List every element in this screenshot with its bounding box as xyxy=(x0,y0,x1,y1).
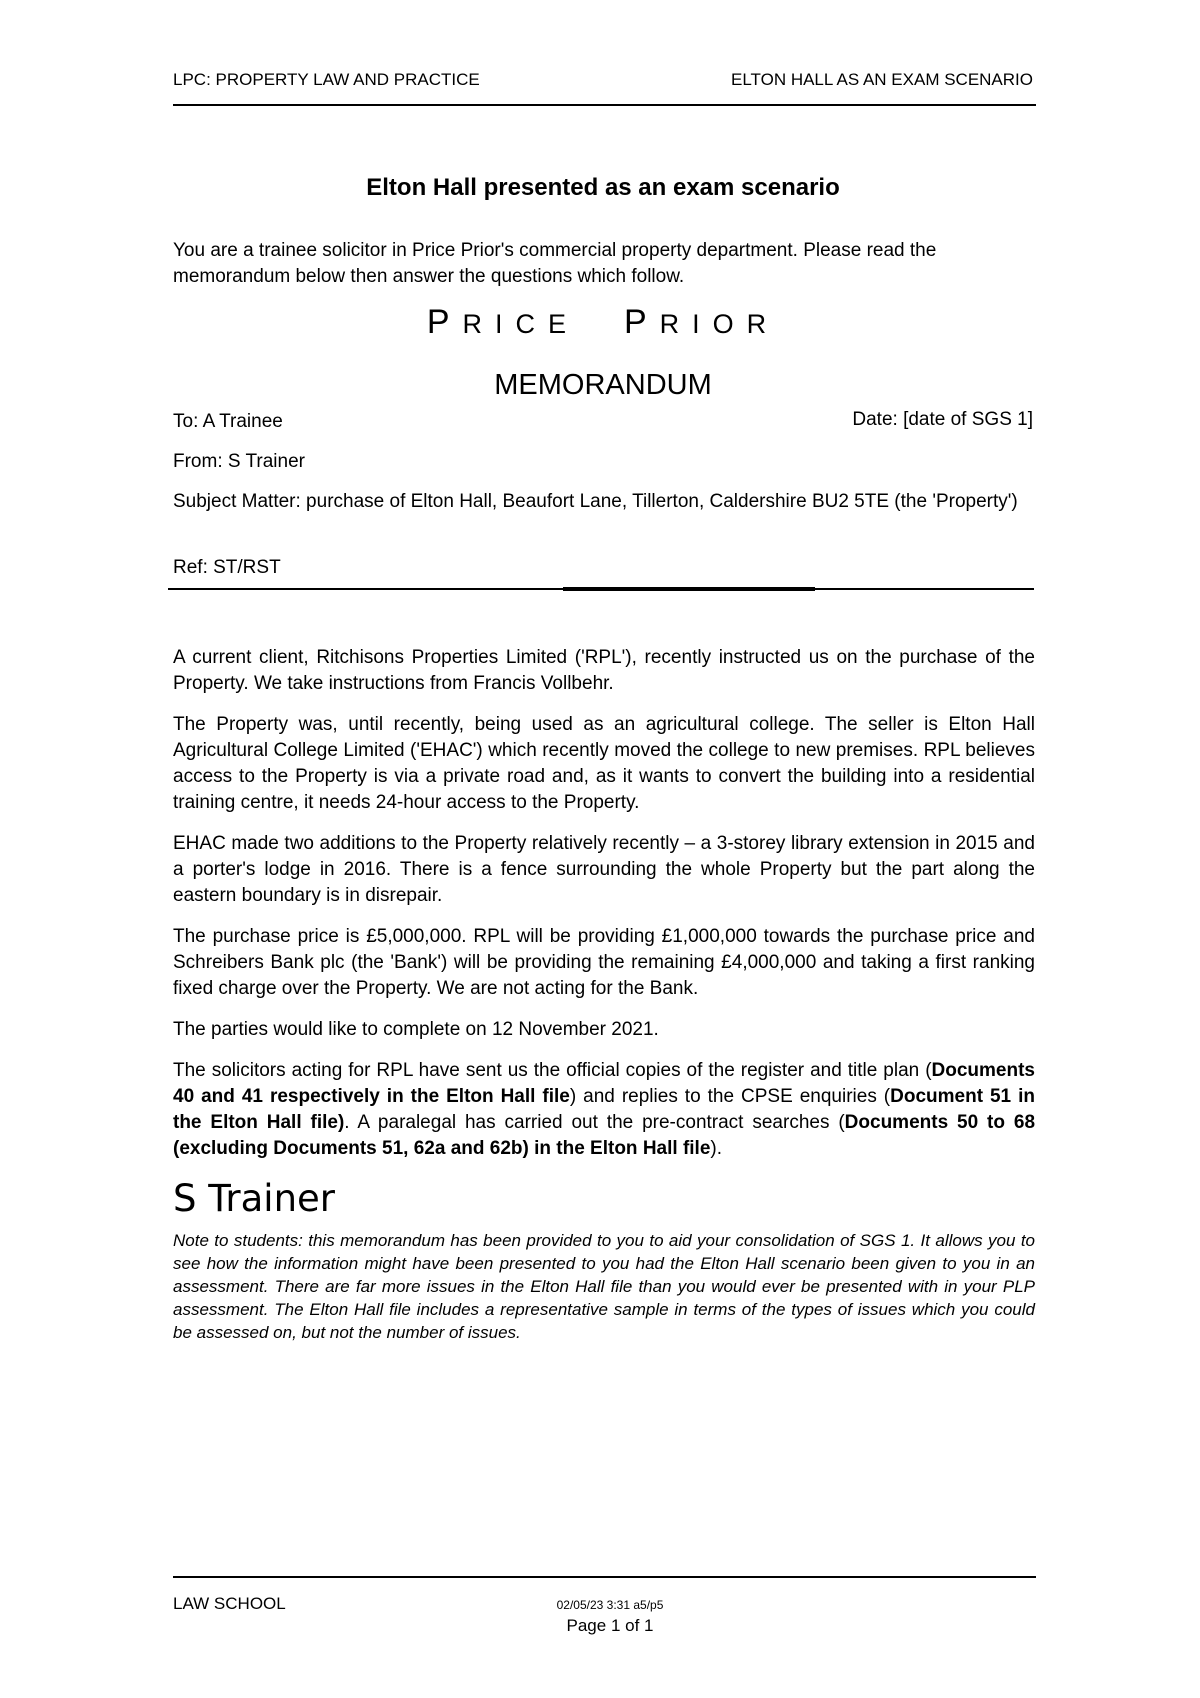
memo-divider-accent xyxy=(563,587,815,591)
paragraph-documents xyxy=(173,1058,1035,1162)
firm-name xyxy=(173,303,1033,342)
paragraph-property: The Property was, until recently, being used as an agricultural college. The seller is Elton Hall Agricultural College Limited ('EHAC') which recently moved the college to new premises. RPL believes access to the Property is via a private road and, as it wants to convert the building into a residential training centre, it needs 24-hour access to the Property. xyxy=(173,714,1035,813)
firm-initial-1: P xyxy=(426,303,463,341)
paragraph-client: A current client, Ritchisons Properties Limited ('RPL'), recently instructed us on the purchase of the Property. We take instructions from Francis Vollbehr. xyxy=(173,647,1035,694)
memo-from: From: S Trainer xyxy=(173,451,305,472)
text-run: ) and replies to the CPSE enquiries ( xyxy=(569,1086,891,1107)
footer-timestamp: 02/05/23 3:31 a5/p5 xyxy=(556,1598,664,1612)
firm-word-2: RIOR xyxy=(659,309,780,339)
bold-run: Documents 50 to 68 (excluding Documents 51, 62a and 62b) in the Elton Hall file xyxy=(173,1112,1036,1159)
document-title: Elton Hall presented as an exam scenario xyxy=(366,174,840,201)
firm-word-1: RICE xyxy=(462,309,580,339)
paragraph-price: The purchase price is £5,000,000. RPL will be providing £1,000,000 towards the purchase price and Schreibers Bank plc (the 'Bank') will be providing the remaining £4,000,000 and taking a first ranking fixed charge over the Property. We are not acting for the Bank. xyxy=(173,926,1035,999)
student-note: Note to students: this memorandum has been provided to you to aid your consolidation of SGS 1. It allows you to see how the information might have been presented to you had the Elton Hall scenario been given to you in an assessment. There are far more issues in the Elton Hall file than you would ever be presented with in your PLP assessment. The Elton Hall file includes a representative sample in terms of the types of issues which you could be assessed on, but not the number of issues. xyxy=(173,1231,1035,1342)
paragraph-completion: The parties would like to complete on 12 November 2021. xyxy=(173,1019,659,1040)
bold-run: Documents 40 and 41 respectively in the Elton Hall file xyxy=(173,1060,1035,1107)
page-number: Page 1 of 1 xyxy=(566,1616,654,1635)
bold-run: Document 51 in the Elton Hall file) xyxy=(173,1086,1035,1133)
header-divider xyxy=(173,104,1036,106)
memo-body xyxy=(173,645,1035,1344)
text-run: ). xyxy=(710,1138,722,1159)
footer-left: LAW SCHOOL xyxy=(173,1594,286,1613)
header-left: LPC: PROPERTY LAW AND PRACTICE xyxy=(173,70,480,89)
paragraph-additions: EHAC made two additions to the Property relatively recently – a 3-storey library extension in 2015 and a porter's lodge in 2016. There is a fence surrounding the whole Property but the part along the eastern boundary is in disrepair. xyxy=(173,833,1035,906)
signature: S Trainer xyxy=(173,1177,336,1220)
text-run: The solicitors acting for RPL have sent us the official copies of the register and title plan ( xyxy=(173,1060,932,1081)
memo-date: Date: [date of SGS 1] xyxy=(852,409,1033,430)
intro-text: You are a trainee solicitor in Price Prior's commercial property department. Please read the memorandum below then answer the questions which follow. xyxy=(173,240,937,287)
text-run: . A paralegal has carried out the pre-contract searches ( xyxy=(344,1112,845,1133)
memo-subject: Subject Matter: purchase of Elton Hall, Beaufort Lane, Tillerton, Caldershire BU2 5TE (the 'Property') xyxy=(173,491,1018,512)
footer-divider xyxy=(173,1576,1036,1578)
memo-heading: MEMORANDUM xyxy=(494,369,712,401)
memo-ref: Ref: ST/RST xyxy=(173,557,281,578)
memo-to: To: A Trainee xyxy=(173,411,283,432)
header-right: ELTON HALL AS AN EXAM SCENARIO xyxy=(730,70,1033,89)
firm-initial-2: P xyxy=(623,303,660,341)
